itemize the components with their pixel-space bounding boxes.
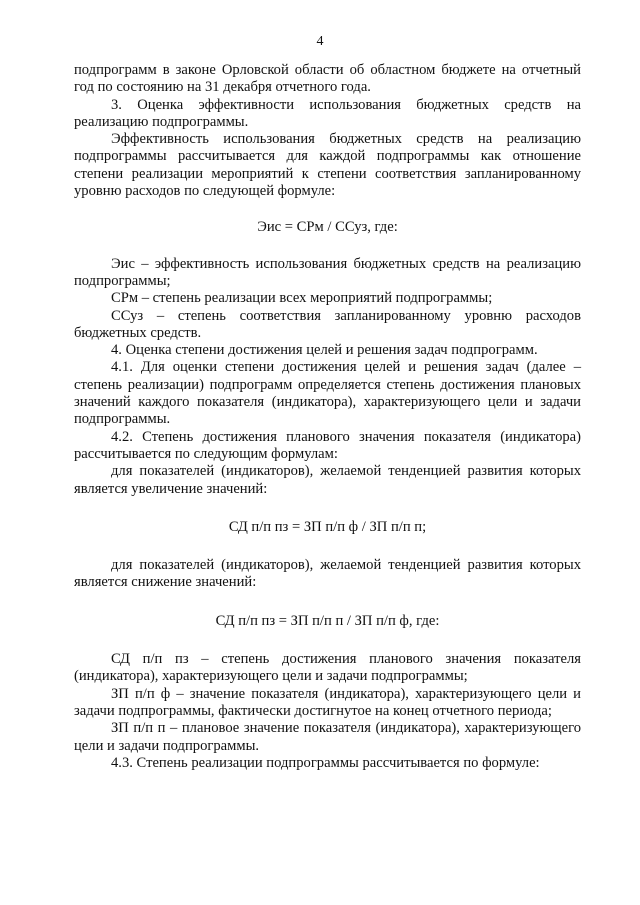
section-heading-3: 3. Оценка эффективности использования бюджетных средств на реализацию подпрограммы. [74, 96, 581, 130]
definition-srm: СРм – степень реализации всех мероприятий подпрограммы; [111, 290, 493, 307]
document-body [74, 62, 581, 772]
section-heading-4: 4. Оценка степени достижения целей и решения задач подпрограмм. [111, 342, 538, 359]
formula-increase: СД п/п пз = ЗП п/п ф / ЗП п/п п; [228, 518, 427, 535]
paragraph-4-3: 4.3. Степень реализации подпрограммы рассчитывается по формуле: [111, 754, 540, 771]
formula-efficiency: Эис = СРм / ССуз, где: [257, 219, 398, 236]
definition-zp-f: ЗП п/п ф – значение показателя (индикатора), характеризующего цели и задачи подпрограммы, фактически достигнутое на конец отчетного периода; [74, 685, 581, 719]
definition-zp-p: ЗП п/п п – плановое значение показателя (индикатора), характеризующего цели и задачи подпрограммы. [74, 720, 581, 754]
paragraph-increase: для показателей (индикаторов), желаемой тенденцией развития которых является увеличение значений: [74, 463, 581, 497]
definition-sd: СД п/п пз – степень достижения планового значения показателя (индикатора), характеризующего цели и задачи подпрограммы; [74, 651, 581, 685]
formula-decrease: СД п/п пз = ЗП п/п п / ЗП п/п ф, где: [215, 612, 440, 629]
paragraph-continuation: подпрограмм в законе Орловской области об областном бюджете на отчетный год по состоянию на 31 декабря отчетного года. [74, 62, 581, 96]
paragraph-efficiency: Эффективность использования бюджетных средств на реализацию подпрограммы рассчитывается для каждой подпрограммы как отношение степени реализации мероприятий к степени соответствия запланированному уровню расходов по следующей формуле: [74, 131, 581, 200]
paragraph-4-2: 4.2. Степень достижения планового значения показателя (индикатора) рассчитывается по следующим формулам: [74, 428, 581, 462]
paragraph-4-1: 4.1. Для оценки степени достижения целей и решения задач (далее – степень реализации) подпрограмм определяется степень достижения плановых значений каждого показателя (индикатора), характеризующего цели и задачи подпрограммы. [74, 359, 581, 428]
paragraph-decrease: для показателей (индикаторов), желаемой тенденцией развития которых является снижение значений: [74, 557, 581, 591]
definition-ssuz: ССуз – степень соответствия запланированному уровню расходов бюджетных средств. [74, 307, 581, 341]
definition-eis: Эис – эффективность использования бюджетных средств на реализацию подпрограммы; [74, 255, 581, 289]
page-number: 4 [316, 34, 324, 49]
